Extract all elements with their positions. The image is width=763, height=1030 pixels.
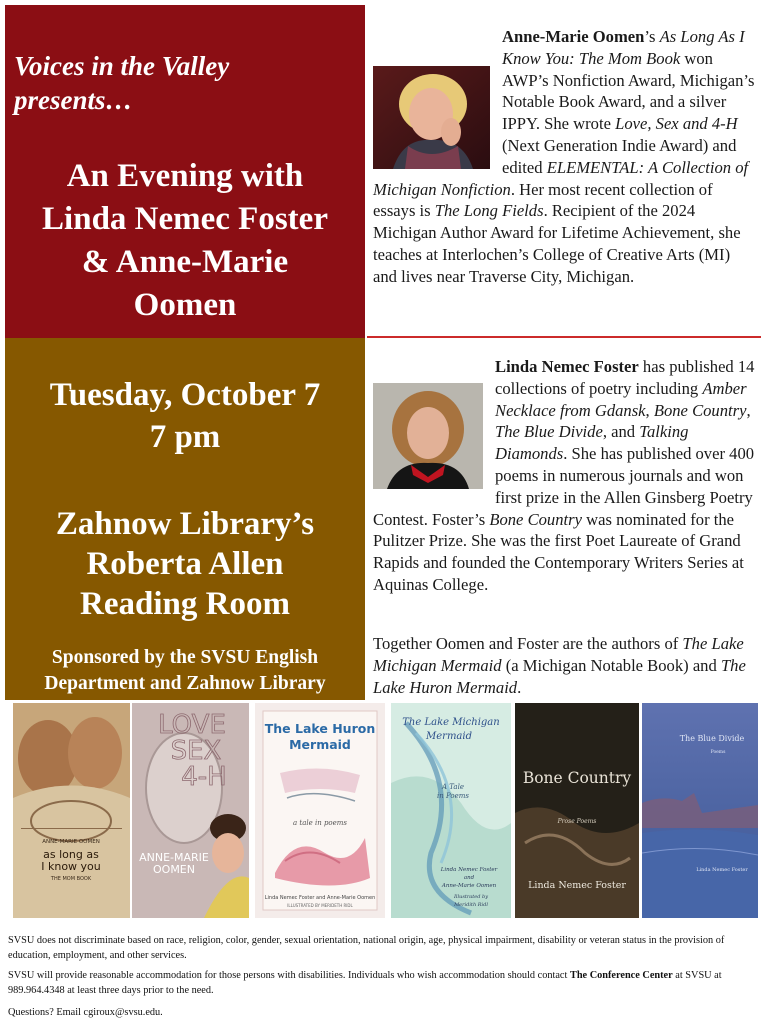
cover-subtitle: Poems (710, 750, 726, 755)
book-title: Amber Necklace from Gdansk (495, 378, 747, 420)
event-panel-top (5, 5, 365, 338)
book-title: Talking Diamonds (495, 422, 689, 464)
cover-author: Linda Nemec Foster (528, 880, 626, 891)
cover-lake-michigan-mermaid (391, 703, 511, 918)
bio-text: Together Oomen and Foster are the authors of (373, 634, 683, 653)
bio-text: (a Michigan Notable Book) and (501, 655, 721, 675)
cover-title: Bone Country (522, 769, 632, 787)
series-name (14, 49, 364, 117)
book-title: ELEMENTAL: A Collection of Michigan Nonfiction (373, 157, 749, 199)
venue-line: Reading Room (80, 586, 290, 622)
foster-photo (373, 383, 483, 489)
foster-name: Linda Nemec Foster (495, 357, 639, 376)
nondiscrimination-notice: SVSU does not discriminate based on race, religion, color, gender, sexual orientation, national origin, age, physical impairment, disability or veteran status in the provision of education, employment, and other services. (8, 935, 725, 961)
cover-author: ANNE-MARIE OOMEN (42, 839, 100, 845)
book-covers-row (5, 703, 758, 920)
book-title: As Long As I Know You: The Mom Book (502, 27, 745, 68)
cover-title: Mermaid (289, 737, 351, 752)
series-line-1: Voices in the Valley (14, 51, 230, 81)
sponsor-line: Department and Zahnow Library (44, 673, 326, 694)
conference-center-name: The Conference Center (569, 970, 673, 981)
oomen-name: Anne-Marie Oomen (502, 27, 645, 46)
cover-authors: Anne-Marie Oomen (441, 883, 497, 889)
cover-authors: Linda Nemec Foster and Anne-Marie Oomen (264, 895, 376, 901)
bio-text: , and (602, 422, 640, 442)
bio-text: won AWP’s Nonfiction Award, Michigan’s Notable Book Award, and a silver IPPY. She wrote (502, 48, 755, 134)
cover-illustrator: Illustrated by (453, 894, 489, 900)
bio-text: . She has published over 400 poems in numerous journals and won first prize in the Allen Ginsberg Poetry Contest. Foster’s (373, 444, 755, 529)
bio-text: , (645, 400, 654, 420)
book-title: The Long Fields (434, 201, 544, 221)
bio-text: . Her most recent collection of essays is (373, 179, 713, 221)
cover-authors: and (463, 875, 475, 881)
cover-illustrator: ILLUSTRATED BY MERIDETH RIDL (287, 903, 353, 908)
cover-title: The Lake Michigan (402, 717, 500, 728)
event-title-line: An Evening with (66, 158, 304, 194)
oomen-bio (373, 26, 758, 288)
bio-text: . Recipient of the 2024 Michigan Author Award for Lifetime Achievement, she teaches at Interlochen’s College of Creative Arts (MI) and lives near Traverse City, Michigan. (373, 201, 741, 286)
book-title: Love, Sex and 4-H (615, 114, 738, 134)
bio-text: has published 14 collections of poetry including (495, 357, 755, 398)
series-line-2: presents… (14, 85, 133, 115)
cover-subtitle: THE MOM BOOK (50, 876, 92, 882)
cover-subtitle: in Poems (437, 792, 469, 800)
notice-text: at SVSU at 989.964.4348 at least three days prior to the need. (8, 970, 722, 996)
cover-subtitle: a tale in poems (292, 819, 348, 827)
contact-email: Questions? Email cgiroux@svsu.edu. (8, 1007, 163, 1018)
cover-authors: Linda Nemec Foster (440, 867, 498, 873)
book-title: Bone Country (489, 509, 582, 529)
book-title: The Blue Divide (495, 422, 603, 442)
oomen-photo (373, 66, 490, 169)
bio-text: , (746, 400, 751, 420)
cover-title: 4-H (181, 762, 227, 792)
event-date: Tuesday, October 7 (49, 377, 321, 413)
cover-blue-divide (642, 703, 758, 918)
notice-text: SVSU will provide reasonable accommodation for those persons with disabilities. Individuals who wish accommodation should contact (8, 970, 570, 981)
cover-subtitle: A Tale (442, 783, 464, 791)
book-title: Bone Country (653, 400, 747, 420)
cover-subtitle: Prose Poems (557, 818, 597, 825)
accommodation-notice (8, 969, 758, 998)
bio-text: was nominated for the Pulitzer Prize. She was the first Poet Laureate of Grand Rapids and founded the Contemporary Writers Series at Aquinas College. (373, 509, 744, 594)
event-title-line: Oomen (133, 287, 237, 323)
cover-title: SEX (170, 736, 222, 766)
joint-works-note (373, 633, 758, 698)
cover-illustrator: Meridith Ridl (454, 902, 488, 908)
event-title-line: & Anne-Marie (81, 244, 289, 280)
cover-title: Mermaid (426, 731, 472, 742)
event-panel-bottom (5, 338, 365, 700)
cover-author: Linda Nemec Foster (696, 867, 748, 873)
cover-as-long-as-i-know-you (13, 703, 130, 918)
bio-text: . (517, 677, 522, 697)
sponsor-note (5, 645, 365, 697)
venue-line: Roberta Allen (86, 546, 284, 582)
bio-text: ’s (644, 27, 660, 46)
cover-title: I know you (41, 860, 101, 873)
cover-title: The Blue Divide (679, 734, 745, 743)
book-title: The Lake Huron Mermaid (373, 655, 746, 697)
cover-title: The Lake Huron (264, 721, 376, 736)
event-venue (5, 504, 365, 624)
event-time: 7 pm (149, 419, 221, 455)
book-title: The Lake Michigan Mermaid (373, 634, 744, 675)
cover-love-sex-4h (132, 703, 249, 918)
foster-bio (373, 356, 758, 596)
cover-bone-country (515, 703, 639, 918)
sponsor-line: Sponsored by the SVSU English (51, 647, 319, 668)
section-divider (367, 336, 761, 338)
cover-lake-huron-mermaid (255, 703, 385, 918)
cover-title: LOVE (158, 710, 226, 740)
cover-author: ANNE-MARIE (139, 851, 209, 864)
cover-title: as long as (43, 848, 99, 861)
event-datetime (5, 374, 365, 458)
event-title-line: Linda Nemec Foster (42, 201, 328, 237)
venue-line: Zahnow Library’s (55, 506, 315, 542)
event-title (5, 155, 365, 327)
bio-text: (Next Generation Indie Award) and edited (502, 135, 737, 177)
cover-author: OOMEN (153, 863, 195, 876)
